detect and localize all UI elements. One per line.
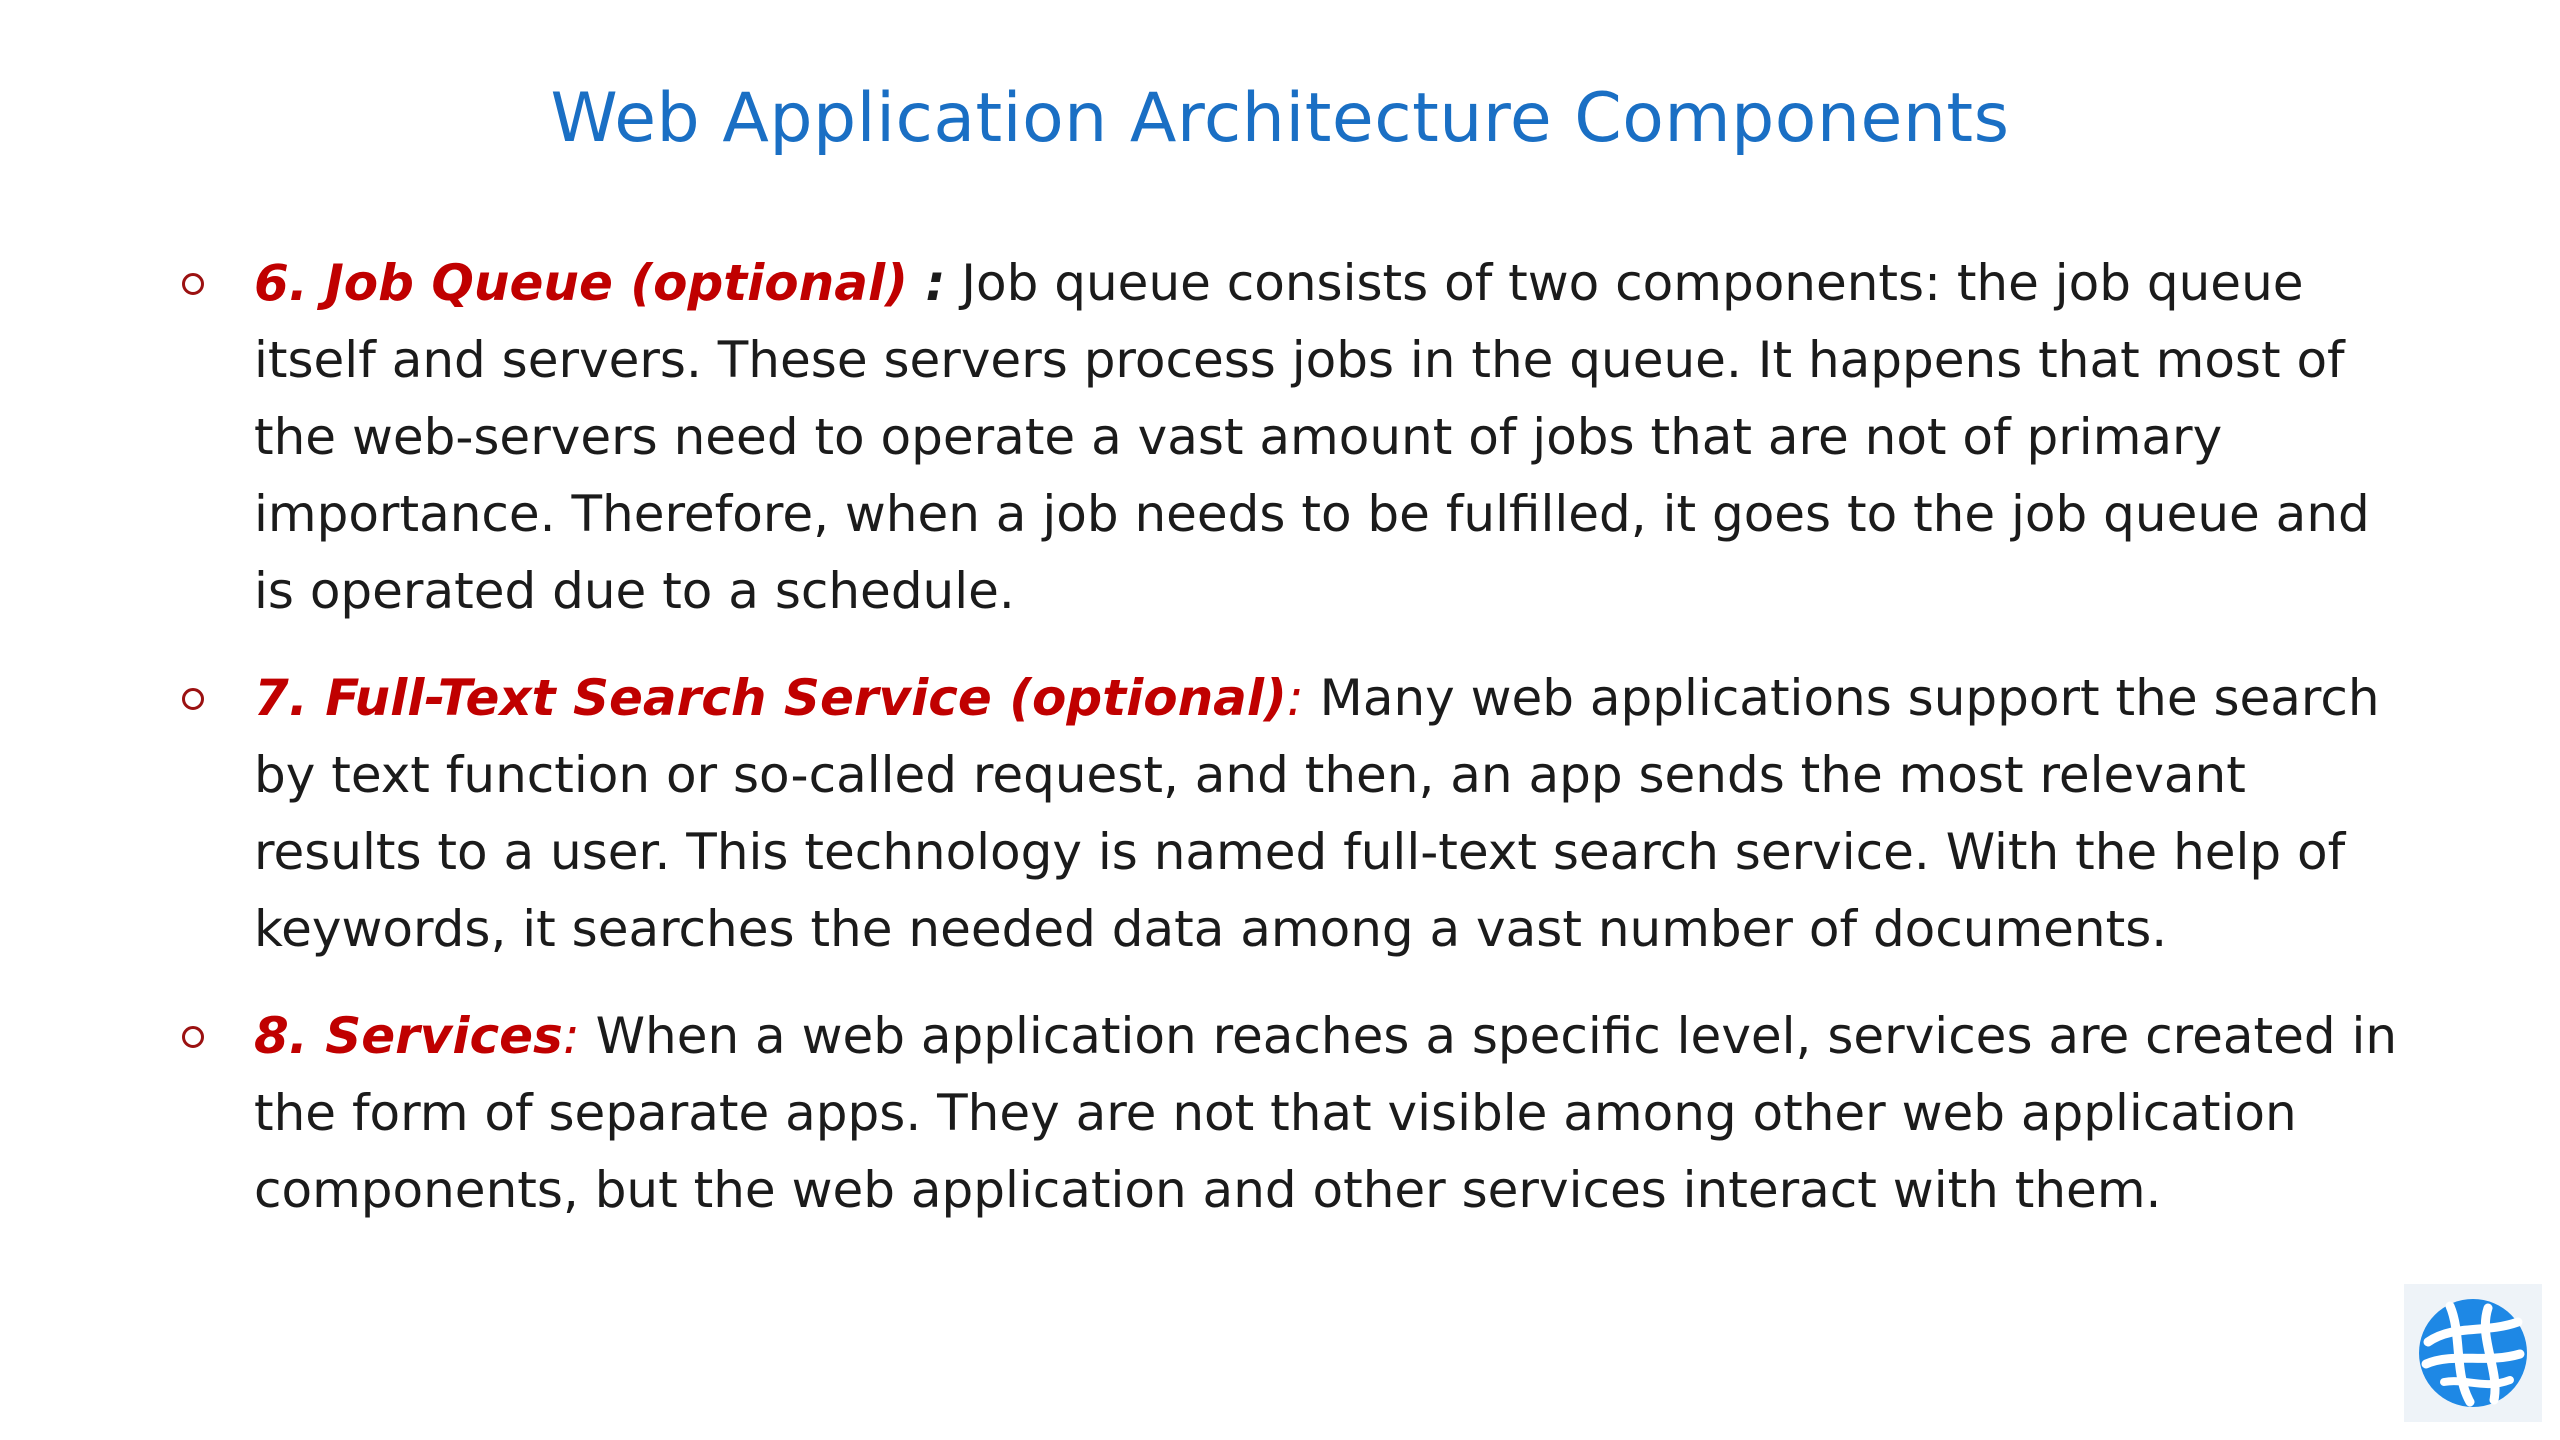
slide-title: Web Application Architecture Components [550,79,2010,158]
item-separator: : [1286,669,1304,727]
item-separator: : [562,1007,580,1065]
item-text: When a web application reaches a specific level, services are created in the form of separate apps. They are not that visible among other web application components, but the web application and other services interact with them. [254,1007,2398,1219]
logo [2404,1284,2542,1422]
circle-bullet-icon [182,688,204,710]
globe-logo-icon [2414,1294,2532,1412]
item-heading: 6. Job Queue (optional) [254,254,908,312]
item-heading: 8. Services [254,1007,563,1065]
bullet-list [182,245,2412,1259]
item-heading: 7. Full-Text Search Service (optional) [254,669,1287,727]
item-text: Job queue consists of two components: the job queue itself and servers. These servers process jobs in the queue. It happens that most of the web-servers need to operate a vast amount of jobs that are not of primary importance. Therefore, when a job needs to be fulfilled, it goes to the job queue and is operated due to a schedule. [254,254,2370,620]
circle-bullet-icon [182,1026,204,1048]
item-text: Many web applications support the search by text function or so-called request, and then, an app sends the most relevant results to a user. This technology is named full-text search service. With the help of keywords, it searches the needed data among a vast number of documents. [254,669,2380,958]
bullet-item-services [182,998,2412,1229]
item-separator: : [907,254,946,312]
circle-bullet-icon [182,273,204,295]
bullet-item-full-text-search [182,660,2412,968]
bullet-item-job-queue [182,245,2412,630]
